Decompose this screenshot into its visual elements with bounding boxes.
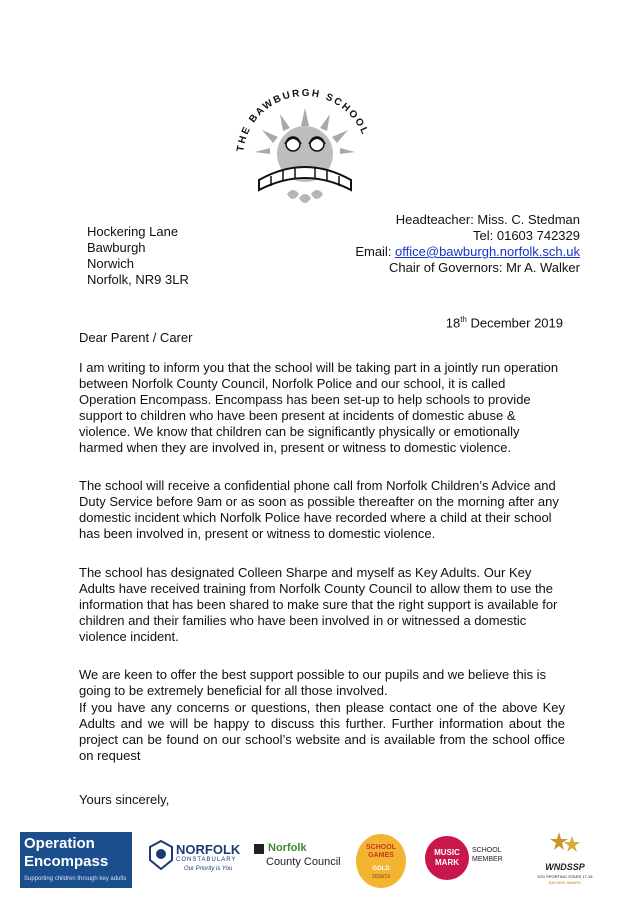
school-games-badge	[356, 834, 406, 888]
headteacher: Headteacher: Miss. C. Stedman	[395, 212, 580, 227]
logo-text: THE BAWBURGH SCHOOL	[235, 88, 371, 153]
paragraph: I am writing to inform you that the school will be taking part in a jointly run operation between Norfolk County Council, Norfolk Police and our school, it is called Operation Encompass. Encompass has been set-up to help schools to provide support to children who have been present at incidents of domestic abuse & violence. We know that children can be significantly physically or emotionally harmed when they are involved in, present or witness to domestic violence.	[79, 360, 559, 455]
oe-tagline: Supporting children through key adults	[24, 876, 127, 882]
wndssp-title: WNDSSP	[545, 862, 585, 872]
contact-block	[355, 212, 580, 276]
letter-date	[446, 315, 563, 330]
date-rest: December 2019	[466, 315, 563, 331]
school-logo	[225, 88, 385, 218]
stars-icon	[549, 830, 581, 860]
telephone: Tel: 01603 742329	[473, 228, 580, 243]
date-suffix: th	[460, 315, 467, 324]
ncc-mark-icon	[254, 844, 264, 854]
police-name: NORFOLK	[176, 842, 241, 857]
paragraph: If you have any concerns or questions, then please contact one of the above Key Adults and we will be happy to discuss this further. Further information about the project can be found on our school’s website and is available from the school office on request	[79, 700, 565, 763]
email-line	[355, 244, 580, 260]
footer-logos	[0, 828, 640, 900]
signoff: Yours sincerely,	[79, 792, 170, 807]
date-day: 18	[445, 315, 461, 331]
norfolk-police-logo	[146, 836, 242, 882]
police-motto: Our Priority is You	[184, 866, 233, 872]
sg-level: GOLD	[372, 866, 390, 872]
salutation: Dear Parent / Carer	[79, 330, 193, 345]
address-line: Bawburgh	[87, 240, 146, 255]
police-crest-icon	[148, 840, 174, 870]
wndssp-badge	[535, 828, 595, 892]
sg-years: 2018/19	[371, 874, 391, 880]
music-mark-side: SCHOOL MEMBER	[472, 847, 503, 863]
ncc-line2: County Council	[266, 856, 341, 868]
oe-line2: Encompass	[24, 853, 109, 870]
chair-of-governors: Chair of Governors: Mr A. Walker	[389, 260, 580, 275]
email-link[interactable]: office@bawburgh.norfolk.sch.uk	[395, 244, 580, 259]
music-mark-logo	[425, 836, 469, 880]
operation-encompass-logo	[20, 832, 132, 888]
address-line: Norfolk, NR9 3LR	[87, 272, 189, 287]
paragraph: The school has designated Colleen Sharpe and myself as Key Adults. Our Key Adults have received training from Norfolk County Council to allow them to use the information that has been shared to make sure that the right support is available for children and their families who have been involved in or witnessed a domestic violence incident.	[79, 565, 558, 644]
police-sub: CONSTABULARY	[176, 857, 237, 863]
wndssp-award: BRONZE AWARD	[548, 880, 582, 885]
norfolk-county-council-logo	[254, 842, 344, 882]
paragraph: The school will receive a confidential phone call from Norfolk Children’s Advice and Duty Service before 9am or as soon as possible thereafter on the morning after any domestic incident which Norfolk Police have recorded where a child at their school has been involved in, present or witness to domestic violence.	[79, 478, 559, 541]
wndssp-sub: KS1 SPORTING STARS 17-18	[537, 874, 593, 879]
address-line: Norwich	[87, 256, 134, 271]
email-label: Email:	[355, 244, 396, 259]
ncc-line1: Norfolk	[268, 842, 307, 854]
school-address	[87, 224, 189, 288]
mm-title: MUSIC MARK	[434, 848, 460, 867]
paragraph: We are keen to offer the best support possible to our pupils and we believe this is going to be extremely beneficial for all those involved.	[79, 667, 547, 698]
address-line: Hockering Lane	[87, 224, 179, 239]
sg-title: SCHOOL GAMES	[366, 844, 396, 859]
oe-line1: Operation	[24, 835, 95, 852]
